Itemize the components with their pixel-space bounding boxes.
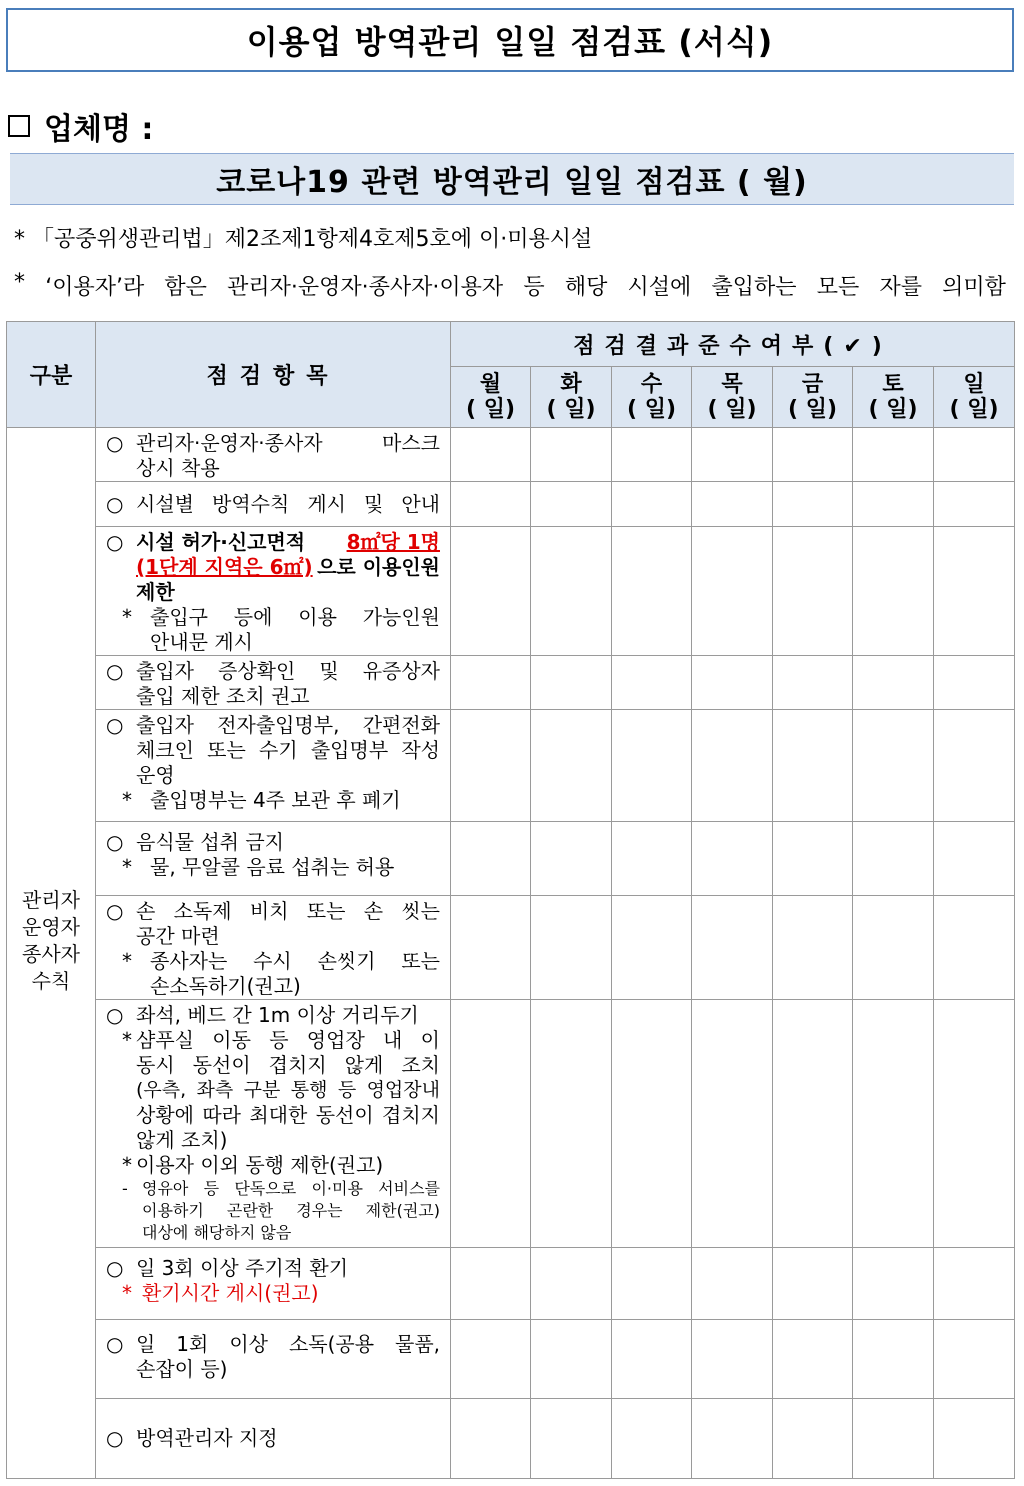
check-item: ○ 관리자·운영자·종사자 마스크 상시 착용 — [96, 428, 451, 482]
category-cell: 관리자 운영자 종사자 수칙 — [7, 428, 96, 1479]
check-cell[interactable] — [934, 1000, 1015, 1248]
day-header-wed: 수 ( 일) — [612, 367, 692, 428]
check-cell[interactable] — [773, 1248, 853, 1320]
check-cell[interactable] — [692, 896, 773, 1000]
check-item: ○ 시설 허가·신고면적 8㎡당 1명 (1단계 지역은 6㎡) 으로 이용인원 제한 * 출입구 등에 이용 가능인원 안내문 게시 — [96, 527, 451, 656]
check-cell[interactable] — [853, 710, 934, 822]
check-cell[interactable] — [773, 710, 853, 822]
check-item: ○ 일 3회 이상 주기적 환기 * 환기시간 게시(권고) — [96, 1248, 451, 1320]
check-cell[interactable] — [934, 896, 1015, 1000]
company-label: 업체명 : — [44, 112, 154, 147]
check-item: ○ 음식물 섭취 금지 * 물, 무알콜 음료 섭취는 허용 — [96, 822, 451, 896]
check-cell[interactable] — [773, 896, 853, 1000]
circle-bullet: ○ — [106, 431, 124, 455]
check-cell[interactable] — [692, 1248, 773, 1320]
check-cell[interactable] — [451, 896, 531, 1000]
check-cell[interactable] — [934, 822, 1015, 896]
day-header-sat: 토 ( 일) — [853, 367, 934, 428]
date-placeholder: ( 일) — [546, 397, 596, 422]
check-cell[interactable] — [612, 482, 692, 527]
check-cell[interactable] — [451, 1320, 531, 1399]
table-row — [7, 527, 1015, 656]
checklist-table — [6, 321, 1015, 1479]
checkbox-icon[interactable] — [8, 115, 30, 137]
check-cell[interactable] — [692, 656, 773, 710]
check-cell[interactable] — [934, 1248, 1015, 1320]
note-user-definition: * ‘이용자’라 함은 관리자·운영자·종사자·이용자 등 해당 시설에 출입하는 모든 자를 의미함 — [14, 270, 1006, 300]
check-cell[interactable] — [612, 1320, 692, 1399]
company-name-row — [8, 102, 153, 150]
check-item: ○ 출입자 증상확인 및 유증상자 출입 제한 조치 권고 — [96, 656, 451, 710]
check-cell[interactable] — [692, 527, 773, 656]
circle-bullet: ○ — [106, 659, 124, 683]
header-category: 구분 — [7, 322, 96, 428]
check-cell[interactable] — [531, 1320, 612, 1399]
date-placeholder: ( 일) — [707, 397, 757, 422]
check-cell[interactable] — [612, 896, 692, 1000]
circle-bullet: ○ — [106, 899, 124, 923]
check-cell[interactable] — [612, 527, 692, 656]
check-item: ○ 방역관리자 지정 — [96, 1399, 451, 1479]
check-cell[interactable] — [853, 527, 934, 656]
check-cell[interactable] — [451, 428, 531, 482]
check-cell[interactable] — [934, 710, 1015, 822]
day-header-mon: 월 ( 일) — [451, 367, 531, 428]
date-placeholder: ( 일) — [626, 397, 677, 422]
check-cell[interactable] — [531, 896, 612, 1000]
check-cell[interactable] — [773, 822, 853, 896]
check-item: ○ 손 소독제 비치 또는 손 씻는 공간 마련 * 종사자는 수시 손씻기 또는 손소독하기(권고) — [96, 896, 451, 1000]
check-cell[interactable] — [853, 896, 934, 1000]
table-row — [7, 896, 1015, 1000]
check-cell[interactable] — [692, 482, 773, 527]
check-cell[interactable] — [853, 1320, 934, 1399]
check-item: ○ 일 1회 이상 소독(공용 물품, 손잡이 등) — [96, 1320, 451, 1399]
check-cell[interactable] — [451, 1399, 531, 1479]
check-item: ○ 좌석, 베드 간 1m 이상 거리두기 * 샴푸실 이동 등 영업장 내 이 동시 동선이 겹치지 않게 조치 (우측, 좌측 구분 통행 등 영업장내 상황에 따라 최대한 동선이 겹치지 않게 조치) * 이용자 이외 동행 제한(권고) - 영유아 등 단독으로 이·미용 서비스를 이용하기 곤란한 경우는 제한(권고) 대상에 해당하지 않음 — [96, 1000, 451, 1248]
table-row — [7, 1399, 1015, 1479]
check-cell[interactable] — [451, 656, 531, 710]
document-title: 이용업 방역관리 일일 점검표 (서식) — [6, 8, 1014, 72]
circle-bullet: ○ — [106, 1332, 124, 1356]
date-placeholder: ( 일) — [868, 397, 918, 422]
check-cell[interactable] — [934, 656, 1015, 710]
circle-bullet: ○ — [106, 713, 124, 737]
check-cell[interactable] — [612, 656, 692, 710]
check-cell[interactable] — [531, 527, 612, 656]
day-header-thu: 목 ( 일) — [692, 367, 773, 428]
table-row — [7, 1320, 1015, 1399]
check-cell[interactable] — [853, 822, 934, 896]
checklist-subtitle: 코로나19 관련 방역관리 일일 점검표 ( 월) — [10, 153, 1014, 205]
check-cell[interactable] — [692, 1320, 773, 1399]
check-cell[interactable] — [853, 1248, 934, 1320]
check-item: ○ 출입자 전자출입명부, 간편전화 체크인 또는 수기 출입명부 작성 운영 * 출입명부는 4주 보관 후 폐기 — [96, 710, 451, 822]
check-cell[interactable] — [773, 1320, 853, 1399]
check-cell[interactable] — [451, 710, 531, 822]
circle-bullet: ○ — [106, 830, 124, 854]
check-cell[interactable] — [531, 1399, 612, 1479]
circle-bullet: ○ — [106, 1256, 124, 1280]
check-cell[interactable] — [531, 428, 612, 482]
header-check-item: 점검항목 — [96, 322, 451, 428]
check-cell[interactable] — [934, 482, 1015, 527]
day-header-fri: 금 ( 일) — [773, 367, 853, 428]
table-row — [7, 1000, 1015, 1248]
check-cell[interactable] — [531, 1248, 612, 1320]
check-cell[interactable] — [692, 428, 773, 482]
check-cell[interactable] — [773, 482, 853, 527]
check-cell[interactable] — [853, 482, 934, 527]
check-cell[interactable] — [934, 1320, 1015, 1399]
check-cell[interactable] — [612, 822, 692, 896]
table-row — [7, 710, 1015, 822]
check-cell[interactable] — [531, 710, 612, 822]
check-cell[interactable] — [451, 822, 531, 896]
day-header-tue: 화 ( 일) — [531, 367, 612, 428]
check-cell[interactable] — [692, 1000, 773, 1248]
date-placeholder: ( 일) — [465, 397, 516, 422]
table-row — [7, 1248, 1015, 1320]
check-cell[interactable] — [773, 527, 853, 656]
circle-bullet: ○ — [106, 1426, 124, 1450]
check-cell[interactable] — [853, 1000, 934, 1248]
circle-bullet: ○ — [106, 530, 124, 554]
check-cell[interactable] — [934, 428, 1015, 482]
check-cell[interactable] — [531, 1000, 612, 1248]
table-row — [7, 656, 1015, 710]
check-cell[interactable] — [853, 656, 934, 710]
date-placeholder: ( 일) — [787, 397, 838, 422]
check-cell[interactable] — [612, 710, 692, 822]
check-cell[interactable] — [692, 710, 773, 822]
check-cell[interactable] — [773, 656, 853, 710]
circle-bullet: ○ — [106, 491, 124, 516]
check-cell[interactable] — [451, 1248, 531, 1320]
check-cell[interactable] — [531, 822, 612, 896]
header-compliance: 점검결과준수여부(✔) — [451, 322, 1015, 367]
check-cell[interactable] — [612, 1000, 692, 1248]
table-row — [7, 822, 1015, 896]
day-header-sun: 일 ( 일) — [934, 367, 1015, 428]
check-cell[interactable] — [612, 1399, 692, 1479]
check-cell[interactable] — [451, 527, 531, 656]
check-cell[interactable] — [531, 482, 612, 527]
check-cell[interactable] — [773, 428, 853, 482]
check-cell[interactable] — [934, 1399, 1015, 1479]
table-row — [7, 482, 1015, 527]
check-cell[interactable] — [773, 1000, 853, 1248]
check-cell[interactable] — [612, 428, 692, 482]
check-cell[interactable] — [853, 428, 934, 482]
check-cell[interactable] — [531, 656, 612, 710]
check-cell[interactable] — [692, 1399, 773, 1479]
note-legal-basis: * 「공중위생관리법」제2조제1항제4호제5호에 이·미용시설 — [14, 227, 593, 252]
circle-bullet: ○ — [106, 1003, 124, 1027]
date-placeholder: ( 일) — [949, 397, 999, 422]
check-cell[interactable] — [853, 1399, 934, 1479]
check-cell[interactable] — [451, 482, 531, 527]
table-row — [7, 428, 1015, 482]
check-cell[interactable] — [692, 822, 773, 896]
check-cell[interactable] — [451, 1000, 531, 1248]
check-item: ○ 시설별 방역수칙 게시 및 안내 — [96, 482, 451, 527]
check-cell[interactable] — [612, 1248, 692, 1320]
check-cell[interactable] — [934, 527, 1015, 656]
check-cell[interactable] — [773, 1399, 853, 1479]
